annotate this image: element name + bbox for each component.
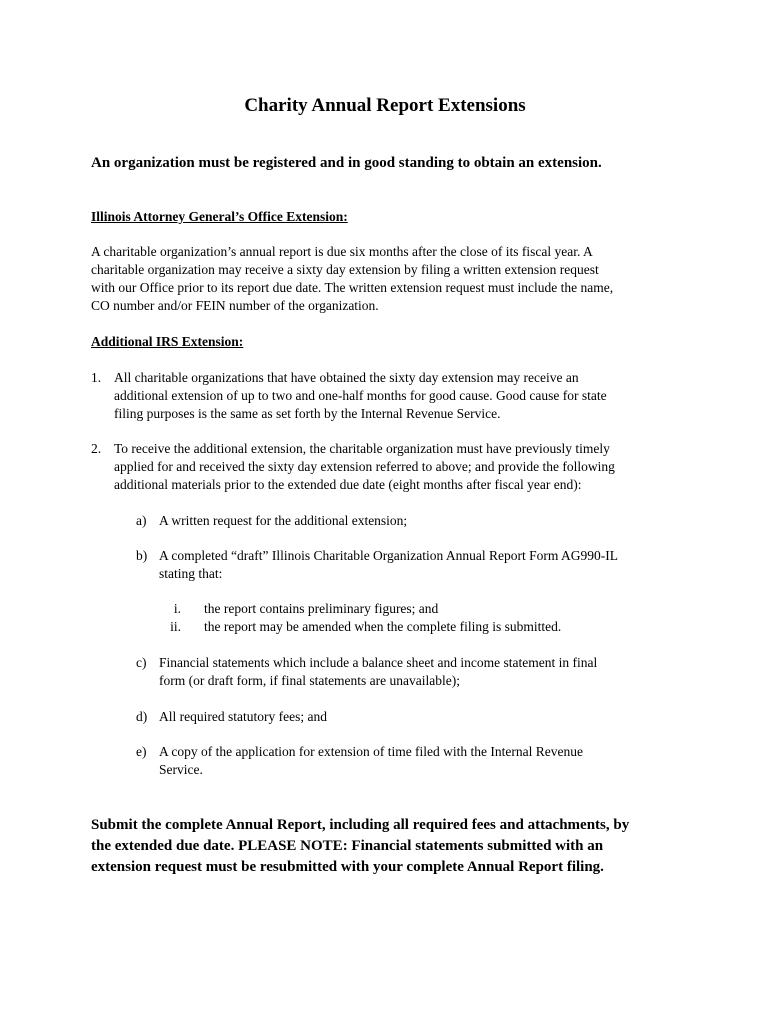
ag-section-paragraph: [91, 243, 691, 315]
sub-item-marker: c): [136, 655, 147, 670]
sub-item-marker: b): [136, 548, 148, 563]
sub-item-marker: a): [136, 513, 147, 528]
roman-item-marker: ii.: [170, 619, 181, 634]
sub-item-line: form (or draft form, if final statements are unavailable);: [159, 673, 461, 688]
list-item-marker: 1.: [91, 370, 102, 385]
ag-section-heading: Illinois Attorney General’s Office Extension:: [91, 209, 348, 224]
list-item-line: applied for and received the sixty day extension referred to above; and provide the following: [114, 459, 615, 474]
closing-line: extension request must be resubmitted with your complete Annual Report filing.: [91, 859, 604, 875]
closing-line: Submit the complete Annual Report, including all required fees and attachments, by: [91, 817, 630, 833]
paragraph-line: CO number and/or FEIN number of the organization.: [91, 298, 379, 313]
page-title: Charity Annual Report Extensions: [244, 95, 526, 116]
closing-notice: [91, 815, 629, 878]
list-item-line: To receive the additional extension, the charitable organization must have previously timely: [114, 441, 610, 456]
sub-item-line: A written request for the additional extension;: [159, 513, 408, 528]
list-item-marker: 2.: [91, 441, 102, 456]
sub-item: [159, 547, 618, 583]
sub-item-line: Service.: [159, 762, 203, 777]
paragraph-line: A charitable organization’s annual report is due six months after the close of its fiscal year. A: [91, 244, 593, 259]
list-item-line: filing purposes is the same as set forth by the Internal Revenue Service.: [114, 406, 501, 421]
sub-item: [159, 743, 583, 779]
paragraph-line: charitable organization may receive a sixty day extension by filing a written extension request: [91, 262, 599, 277]
sub-item: [159, 654, 597, 690]
list-item-line: additional materials prior to the extended due date (eight months after fiscal year end):: [114, 477, 582, 492]
sub-item: [159, 512, 407, 530]
list-item: [114, 440, 615, 494]
paragraph-line: with our Office prior to its report due date. The written extension request must include the name,: [91, 280, 614, 295]
sub-item-marker: e): [136, 744, 147, 759]
sub-item-line: All required statutory fees; and: [159, 709, 327, 724]
sub-item-line: Financial statements which include a balance sheet and income statement in final: [159, 655, 598, 670]
sub-item-line: A copy of the application for extension of time filed with the Internal Revenue: [159, 744, 583, 759]
sub-item-line: A completed “draft” Illinois Charitable Organization Annual Report Form AG990-IL: [159, 548, 619, 563]
list-item: [114, 369, 607, 423]
closing-line: the extended due date. PLEASE NOTE: Financial statements submitted with an: [91, 838, 604, 854]
list-item-line: additional extension of up to two and one-half months for good cause. Good cause for state: [114, 388, 607, 403]
roman-item: the report contains preliminary figures; and: [204, 601, 439, 616]
sub-item-line: stating that:: [159, 566, 223, 581]
roman-item: the report may be amended when the complete filing is submitted.: [204, 619, 562, 634]
irs-section-heading: Additional IRS Extension:: [91, 334, 244, 349]
sub-item-marker: d): [136, 709, 148, 724]
list-item-line: All charitable organizations that have obtained the sixty day extension may receive an: [114, 370, 579, 385]
sub-item: [159, 708, 327, 726]
intro-statement: An organization must be registered and in good standing to obtain an extension.: [91, 155, 602, 171]
roman-item-marker: i.: [173, 601, 181, 616]
